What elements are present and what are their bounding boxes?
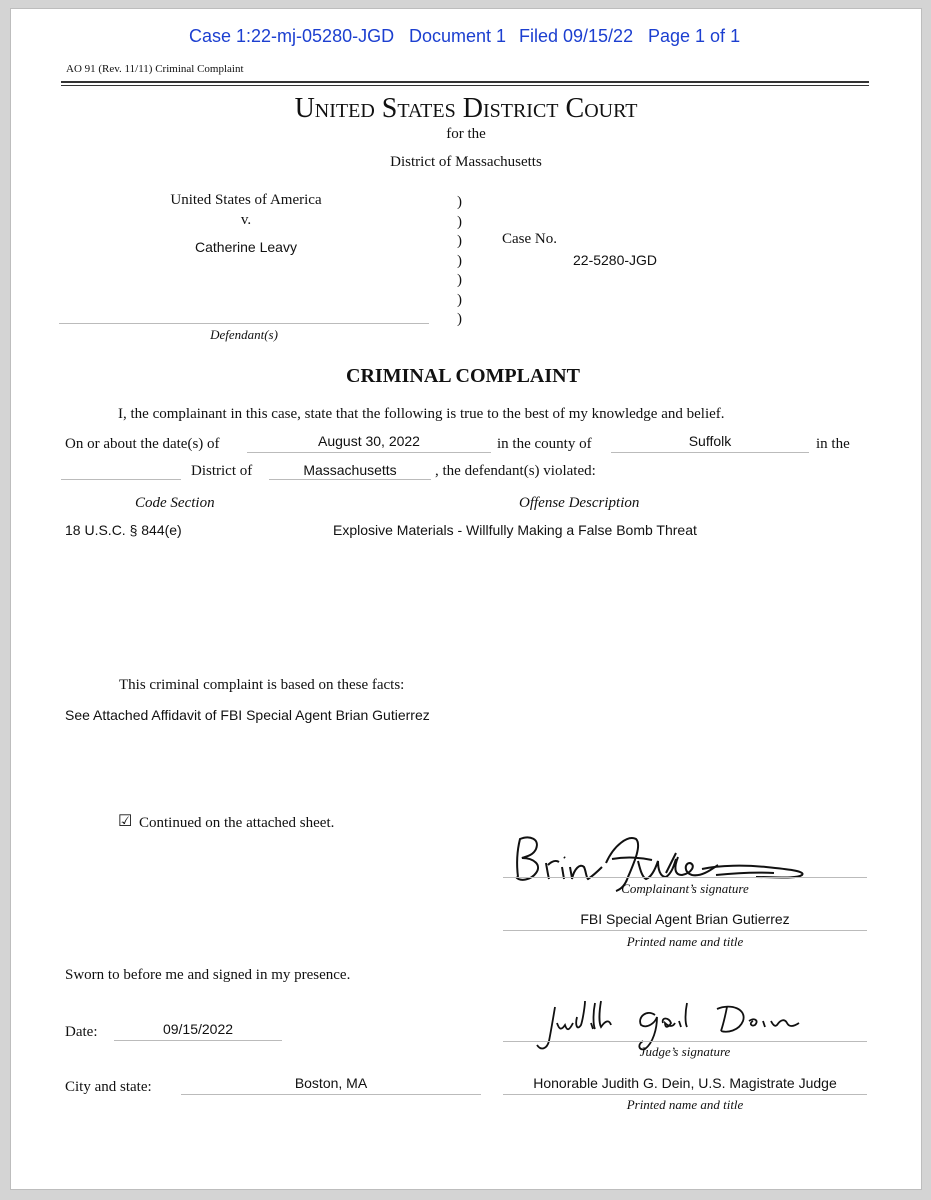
complainant-name-line [503, 930, 867, 931]
city-state-label: City and state: [65, 1079, 152, 1095]
facts-text: See Attached Affidavit of FBI Special Agent Brian Gutierrez [65, 707, 430, 723]
ecf-page-number: Page 1 of 1 [648, 26, 741, 46]
header-rule-top [61, 81, 869, 83]
defendant-line [59, 323, 429, 324]
in-the-label: in the [816, 436, 850, 452]
complainant-signature-label: Complainant’s signature [621, 881, 749, 896]
for-the: for the [446, 126, 486, 142]
caption-parentheses: ) ) ) ) ) ) ) [457, 194, 462, 327]
ecf-document-number: Document 1 [409, 26, 507, 46]
document-page [10, 8, 922, 1190]
county-line [611, 452, 809, 453]
on-or-about-label: On or about the date(s) of [65, 436, 220, 452]
city-state-value: Boston, MA [294, 1075, 368, 1091]
code-section-value: 18 U.S.C. § 844(e) [65, 522, 182, 538]
plaintiff-name: United States of America [170, 192, 322, 208]
violated-label: , the defendant(s) violated: [435, 463, 596, 479]
complainant-signature-line [503, 877, 867, 878]
code-section-header: Code Section [135, 495, 215, 511]
continued-label: Continued on the attached sheet. [139, 815, 335, 831]
sworn-statement: Sworn to before me and signed in my presence. [65, 967, 351, 983]
facts-label: This criminal complaint is based on these facts: [119, 677, 405, 693]
date-line [114, 1040, 282, 1041]
judge-name-line [503, 1094, 867, 1095]
district-of-label: District of [191, 463, 253, 479]
defendant-name: Catherine Leavy [195, 239, 297, 255]
judge-signature-line [503, 1041, 867, 1042]
offense-description-header: Offense Description [519, 495, 640, 511]
form-id: AO 91 (Rev. 11/11) Criminal Complaint [66, 63, 244, 75]
versus: v. [240, 212, 252, 228]
ecf-filed-date: Filed 09/15/22 [519, 26, 634, 46]
checkbox-checked: ☑ [118, 813, 133, 830]
county-label: in the county of [497, 436, 592, 452]
district-line [269, 479, 431, 480]
judge-printed-label: Printed name and title [626, 1097, 744, 1112]
offense-date: August 30, 2022 [318, 433, 420, 449]
date-label: Date: [65, 1024, 98, 1040]
offense-date-line [247, 452, 491, 453]
ecf-case-number: Case 1:22-mj-05280-JGD [189, 26, 395, 46]
district-heading: District of Massachusetts [390, 154, 542, 170]
header-rule-bottom [61, 85, 869, 86]
statement-intro: I, the complainant in this case, state that the following is true to the best of my knowledge and belief. [118, 406, 725, 422]
district-value: Massachusetts [303, 462, 397, 478]
city-state-line [181, 1094, 481, 1095]
date-value: 09/15/2022 [162, 1021, 234, 1037]
complainant-printed-name: FBI Special Agent Brian Gutierrez [580, 911, 790, 927]
judge-signature-label: Judge’s signature [639, 1044, 731, 1059]
document-title: CRIMINAL COMPLAINT [346, 365, 580, 387]
case-no-value: 22-5280-JGD [573, 252, 658, 268]
judge-printed-name: Honorable Judith G. Dein, U.S. Magistrate Judge [533, 1075, 837, 1091]
case-no-label: Case No. [502, 231, 557, 247]
defendant-label: Defendant(s) [210, 327, 278, 342]
county-value: Suffolk [688, 433, 732, 449]
court-name: United States District Court [294, 93, 638, 124]
blank-line [61, 479, 181, 480]
offense-description-value: Explosive Materials - Willfully Making a False Bomb Threat [333, 522, 697, 538]
complainant-printed-label: Printed name and title [626, 934, 744, 949]
